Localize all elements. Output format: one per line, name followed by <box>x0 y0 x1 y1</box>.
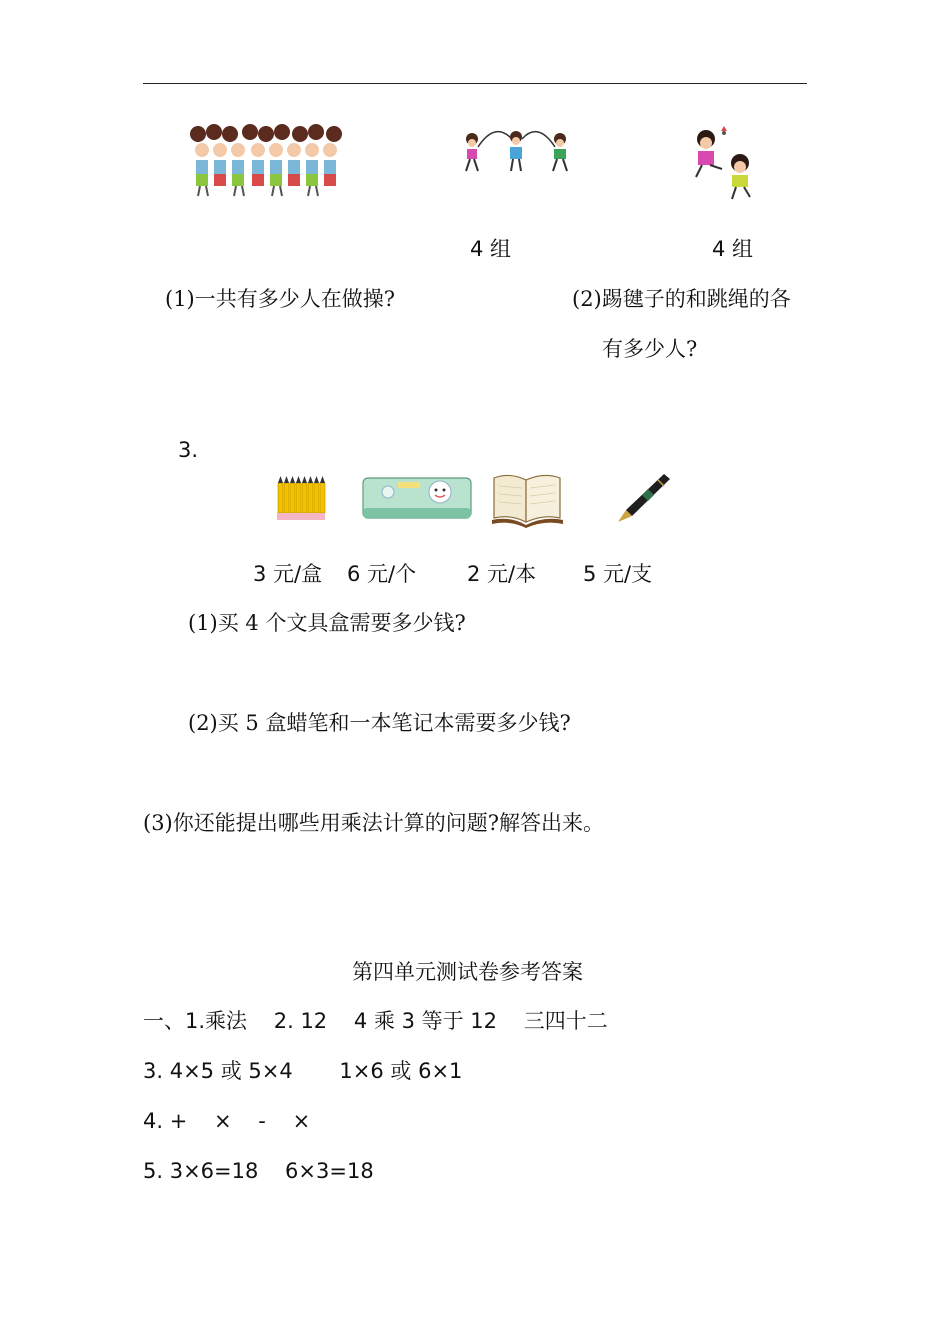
group-label-shuttlecock: 4 组 <box>712 237 754 261</box>
pen-icon <box>612 470 674 524</box>
kids-crowd <box>190 124 342 196</box>
kid-left <box>466 133 478 171</box>
exercise-group-illustration <box>186 120 351 200</box>
kid-middle <box>510 131 522 171</box>
price-notebook: 2 元/本 <box>467 562 537 586</box>
price-pen: 5 元/支 <box>583 562 653 586</box>
problem2-question1: (1)一共有多少人在做操? <box>165 287 396 311</box>
problem3-question2: (2)买 5 盒蜡笔和一本笔记本需要多少钱? <box>188 711 571 735</box>
group-label-jump-rope: 4 组 <box>470 237 512 261</box>
pencil-case-icon <box>362 476 472 520</box>
problem2-question2-line1: (2)踢毽子的和跳绳的各 <box>572 287 791 311</box>
header-rule <box>143 83 807 84</box>
kid-kicker-left <box>696 130 722 177</box>
price-pencil-case: 6 元/个 <box>347 562 417 586</box>
shuttlecock-icon <box>721 126 727 135</box>
price-crayon: 3 元/盒 <box>253 562 323 586</box>
problem3-number: 3. <box>178 438 199 462</box>
answers-line3: 4. + × - × <box>143 1109 311 1133</box>
problem3-question1: (1)买 4 个文具盒需要多少钱? <box>188 611 466 635</box>
notebook-icon <box>490 470 565 528</box>
kid-right <box>553 133 567 171</box>
answers-line1: 一、1.乘法 2. 12 4 乘 3 等于 12 三四十二 <box>143 1009 608 1033</box>
kid-kicker-right <box>731 154 750 199</box>
answers-line2: 3. 4×5 或 5×4 1×6 或 6×1 <box>143 1059 463 1083</box>
problem3-question3: (3)你还能提出哪些用乘法计算的问题?解答出来。 <box>143 811 605 835</box>
shuttlecock-illustration <box>688 125 763 200</box>
answers-line4: 5. 3×6=18 6×3=18 <box>143 1159 374 1183</box>
crayon-box-icon <box>276 475 326 521</box>
problem2-question2-line2: 有多少人? <box>602 337 698 361</box>
answers-title: 第四单元测试卷参考答案 <box>352 960 583 984</box>
jump-rope-illustration <box>460 125 570 175</box>
